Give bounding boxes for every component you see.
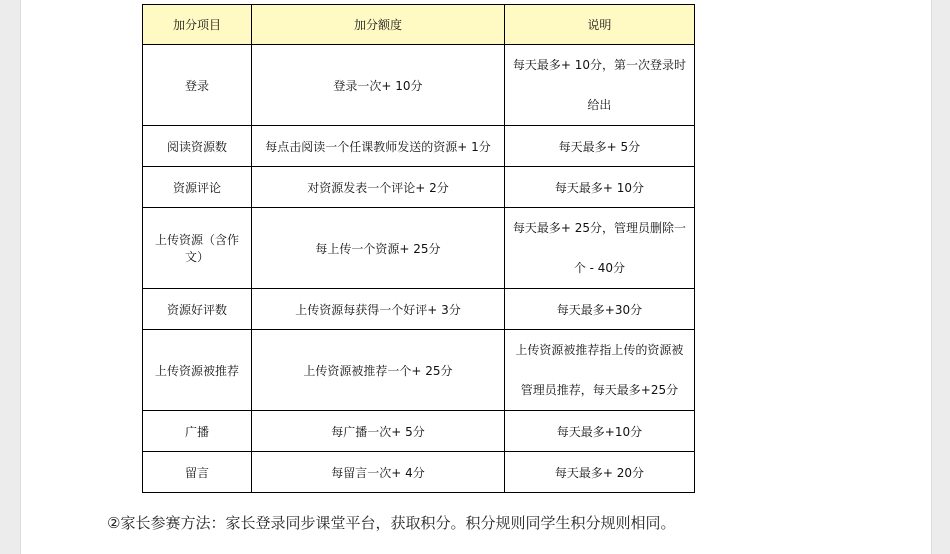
row-amount: 登录一次+ 10分 xyxy=(252,45,505,126)
table-header-row xyxy=(143,5,695,45)
document-page xyxy=(20,0,932,554)
table-row xyxy=(143,452,695,493)
row-item: 留言 xyxy=(143,452,252,493)
row-item: 资源评论 xyxy=(143,167,252,208)
table-row xyxy=(143,167,695,208)
row-amount: 每点击阅读一个任课教师发送的资源+ 1分 xyxy=(252,126,505,167)
row-item: 上传资源被推荐 xyxy=(143,330,252,411)
row-desc: 每天最多+30分 xyxy=(504,289,694,330)
table-row xyxy=(143,411,695,452)
row-amount: 每留言一次+ 4分 xyxy=(252,452,505,493)
row-desc: 每天最多+ 20分 xyxy=(504,452,694,493)
table-row xyxy=(143,126,695,167)
header-desc: 说明 xyxy=(504,5,694,45)
row-amount: 上传资源每获得一个好评+ 3分 xyxy=(252,289,505,330)
row-desc xyxy=(504,208,694,289)
row-item: 资源好评数 xyxy=(143,289,252,330)
table-row xyxy=(143,330,695,411)
row-desc: 每天最多+ 5分 xyxy=(504,126,694,167)
header-item: 加分项目 xyxy=(143,5,252,45)
row-amount: 每上传一个资源+ 25分 xyxy=(252,208,505,289)
row-item: 上传资源（含作文） xyxy=(143,208,252,289)
row-desc-line: 管理员推荐，每天最多+25分 xyxy=(520,383,679,397)
row-desc: 每天最多+ 10分 xyxy=(504,167,694,208)
table-row xyxy=(143,45,695,126)
row-desc xyxy=(504,330,694,411)
table-row xyxy=(143,208,695,289)
row-amount: 上传资源被推荐一个+ 25分 xyxy=(252,330,505,411)
table-row xyxy=(143,289,695,330)
parent-participation-note: ②家长参赛方法：家长登录同步课堂平台，获取积分。积分规则同学生积分规则相同。 xyxy=(107,514,676,532)
row-amount: 每广播一次+ 5分 xyxy=(252,411,505,452)
row-desc xyxy=(504,45,694,126)
header-amount: 加分额度 xyxy=(252,5,505,45)
row-desc-line: 每天最多+ 25分，管理员删除一 xyxy=(512,221,686,235)
row-desc-line: 每天最多+ 10分，第一次登录时 xyxy=(512,58,686,72)
row-desc: 每天最多+10分 xyxy=(504,411,694,452)
score-rules-table xyxy=(142,4,695,493)
row-item: 登录 xyxy=(143,45,252,126)
row-desc-line: 上传资源被推荐指上传的资源被 xyxy=(515,343,684,357)
row-desc-line: 给出 xyxy=(587,98,612,112)
row-item: 阅读资源数 xyxy=(143,126,252,167)
row-amount: 对资源发表一个评论+ 2分 xyxy=(252,167,505,208)
row-item: 广播 xyxy=(143,411,252,452)
row-desc-line: 个 - 40分 xyxy=(573,261,626,275)
